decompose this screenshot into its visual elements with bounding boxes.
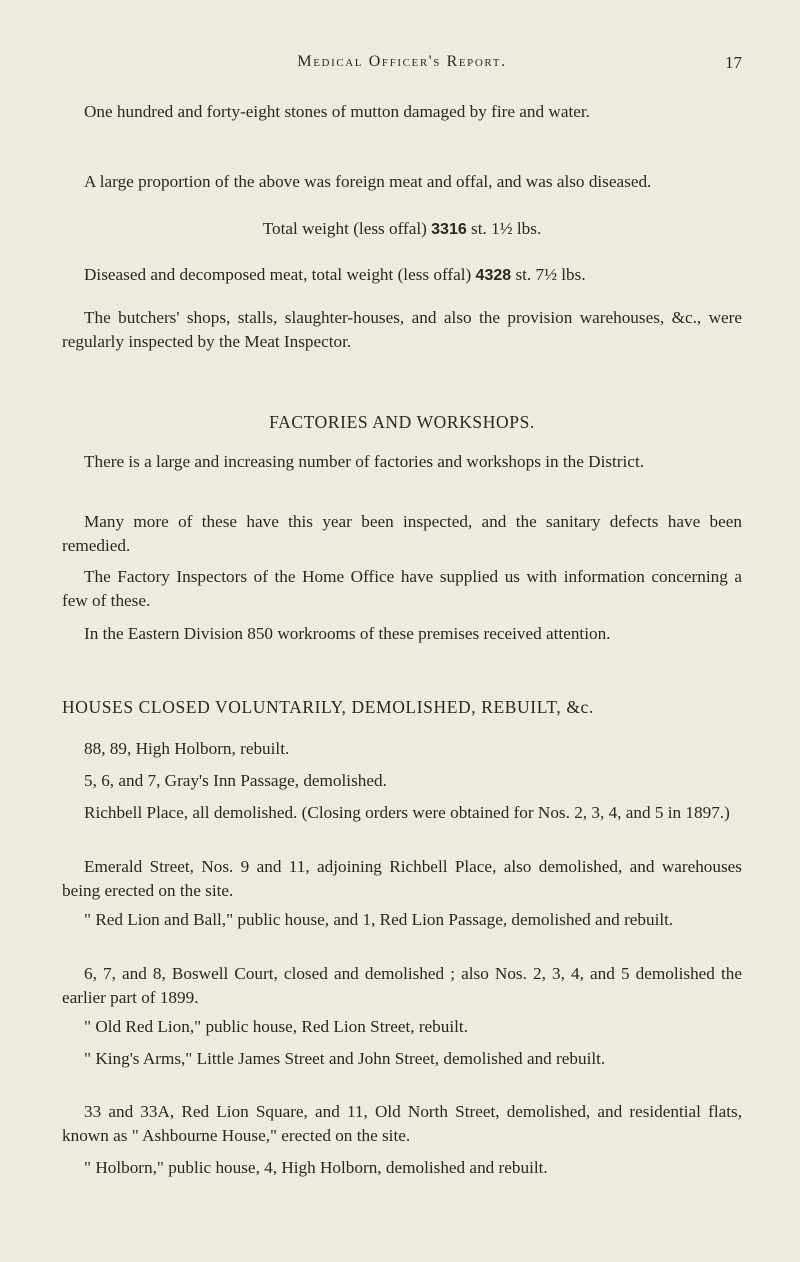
houses-item-3: Richbell Place, all demolished. (Closing orders were obtained for Nos. 2, 3, 4, and 5 in 1897.) <box>84 803 730 822</box>
diseased-meat-number: 4328 <box>475 267 512 284</box>
butchers-paragraph: The butchers' shops, stalls, slaughter-houses, and also the provision warehouses, &c., were regularly inspected by the Meat Inspector. <box>62 308 742 351</box>
factories-paragraph-3: The Factory Inspectors of the Home Office have supplied us with information concerning a few of these. <box>62 567 742 610</box>
diseased-meat-label: Diseased and decomposed meat, total weight (less offal) <box>84 265 472 284</box>
total-weight-unit: st. 1½ lbs. <box>471 219 542 238</box>
total-weight-line <box>62 217 742 242</box>
houses-item-7: " Old Red Lion," public house, Red Lion Street, rebuilt. <box>84 1017 468 1036</box>
houses-item-2: 5, 6, and 7, Gray's Inn Passage, demolished. <box>84 771 387 790</box>
houses-item-8: " King's Arms," Little James Street and John Street, demolished and rebuilt. <box>84 1049 606 1068</box>
houses-item-1: 88, 89, High Holborn, rebuilt. <box>84 739 290 758</box>
factories-paragraph-4: In the Eastern Division 850 workrooms of these premises received attention. <box>84 624 611 643</box>
diseased-meat-line <box>62 263 742 288</box>
running-head <box>62 53 742 77</box>
houses-item-5: " Red Lion and Ball," public house, and 1, Red Lion Passage, demolished and rebuilt. <box>84 910 674 929</box>
foreign-meat-paragraph: A large proportion of the above was foreign meat and offal, and was also diseased. <box>84 172 652 191</box>
total-weight-label: Total weight (less offal) <box>262 219 427 238</box>
houses-item-6: 6, 7, and 8, Boswell Court, closed and demolished ; also Nos. 2, 3, 4, and 5 demolished the earlier part of 1899. <box>62 964 742 1007</box>
mutton-paragraph: One hundred and forty-eight stones of mutton damaged by fire and water. <box>84 102 590 121</box>
houses-item-9: 33 and 33A, Red Lion Square, and 11, Old North Street, demolished, and residential flats, known as " Ashbourne House," erected on the site. <box>62 1102 742 1145</box>
houses-item-4: Emerald Street, Nos. 9 and 11, adjoining Richbell Place, also demolished, and warehouses being erected on the site. <box>62 857 742 900</box>
total-weight-number: 3316 <box>431 221 467 238</box>
running-title: Medical Officer's Report. <box>297 53 507 70</box>
factories-paragraph-2: Many more of these have this year been inspected, and the sanitary defects have been remedied. <box>62 512 742 555</box>
houses-item-10: " Holborn," public house, 4, High Holborn, demolished and rebuilt. <box>84 1158 548 1177</box>
page-number: 17 <box>725 53 742 72</box>
document-page <box>62 0 742 1262</box>
factories-heading: FACTORIES AND WORKSHOPS. <box>269 412 535 432</box>
houses-heading: HOUSES CLOSED VOLUNTARILY, DEMOLISHED, REBUILT, &c. <box>62 697 594 717</box>
factories-paragraph-1: There is a large and increasing number of factories and workshops in the District. <box>84 452 645 471</box>
diseased-meat-unit: st. 7½ lbs. <box>515 265 586 284</box>
